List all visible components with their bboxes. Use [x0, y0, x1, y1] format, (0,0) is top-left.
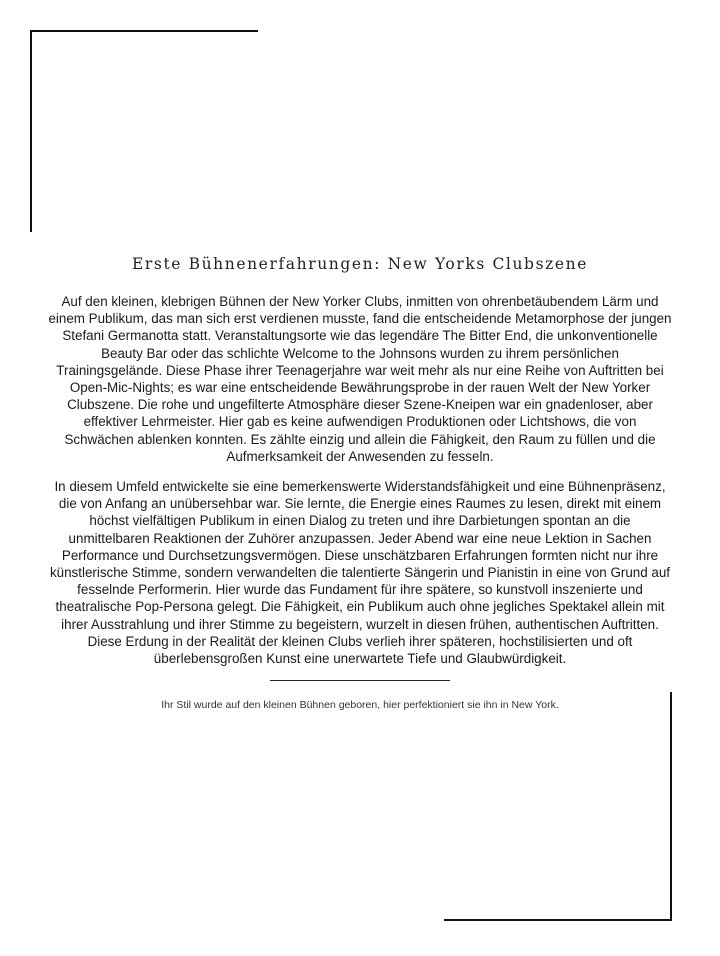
frame-corner-bottom-right-vertical — [670, 692, 672, 921]
article-title: Erste Bühnenerfahrungen: New Yorks Clubszene — [131, 255, 589, 273]
article-caption: Ihr Stil wurde auf den kleinen Bühnen geboren, hier perfektioniert sie ihn in New York. — [161, 699, 559, 712]
article-paragraph-2: In diesem Umfeld entwickelte sie eine bemerkenswerte Widerstandsfähigkeit und eine Bühnenpräsenz, die von Anfang an unübersehbar war. Sie lernte, die Energie eines Raumes zu lesen, direkt mit einem höchst vielfältigen Publikum in einen Dialog zu treten und ihre Darbietungen spontan an die unmittelbaren Reaktionen der Zuhörer anzupassen. Jeder Abend war eine neue Lektion in Sachen Performance und Durchsetzungsvermögen. Diese unschätzbaren Erfahrungen formten nicht nur ihre künstlerische Stimme, sondern verwandelten die talentierte Sängerin und Pianistin in eine von Grund auf fesselnde Performerin. Hier wurde das Fundament für ihre spätere, so kunstvoll inszenierte und theatralische Pop-Persona gelegt. Die Fähigkeit, ein Publikum auch ohne jegliches Spektakel allein mit ihrer Ausstrahlung und ihrer Stimme zu begeistern, wurzelt in diesen frühen, authentischen Auftritten. Diese Erdung in der Realität der kleinen Clubs verlieh ihrer späteren, hochstilisierten und oft überlebensgroßen Kunst eine unerwartete Tiefe und Glaubwürdigkeit. — [49, 479, 671, 667]
article-paragraph-1: Auf den kleinen, klebrigen Bühnen der New Yorker Clubs, inmitten von ohrenbetäubendem Lärm und einem Publikum, das man sich erst verdienen musste, fand die entscheidende Metamorphose der jungen Stefani Germanotta statt. Veranstaltungsorte wie das legendäre The Bitter End, die unkonventionelle Beauty Bar oder das schlichte Welcome to the Johnsons wurden zu ihrem persönlichen Trainingsgelände. Diese Phase ihrer Teenagerjahre war weit mehr als nur eine Reihe von Auftritten bei Open-Mic-Nights; es war eine entscheidende Bewährungsprobe in der rauen Welt der New Yorker Clubszene. Die rohe und ungefilterte Atmosphäre dieser Szene-Kneipen war ein gnadenloser, aber effektiver Lehrmeister. Hier gab es keine aufwendigen Produktionen oder Lichtshows, die von Schwächen ablenken konnten. Es zählte einzig und allein die Fähigkeit, den Raum zu füllen und die Aufmerksamkeit der Anwesenden zu fesseln. — [48, 294, 672, 464]
frame-corner-top-left-vertical — [30, 30, 32, 232]
section-divider — [270, 680, 450, 681]
frame-corner-bottom-right-horizontal — [444, 919, 672, 921]
article-body — [48, 255, 672, 711]
frame-corner-top-left-horizontal — [30, 30, 258, 32]
